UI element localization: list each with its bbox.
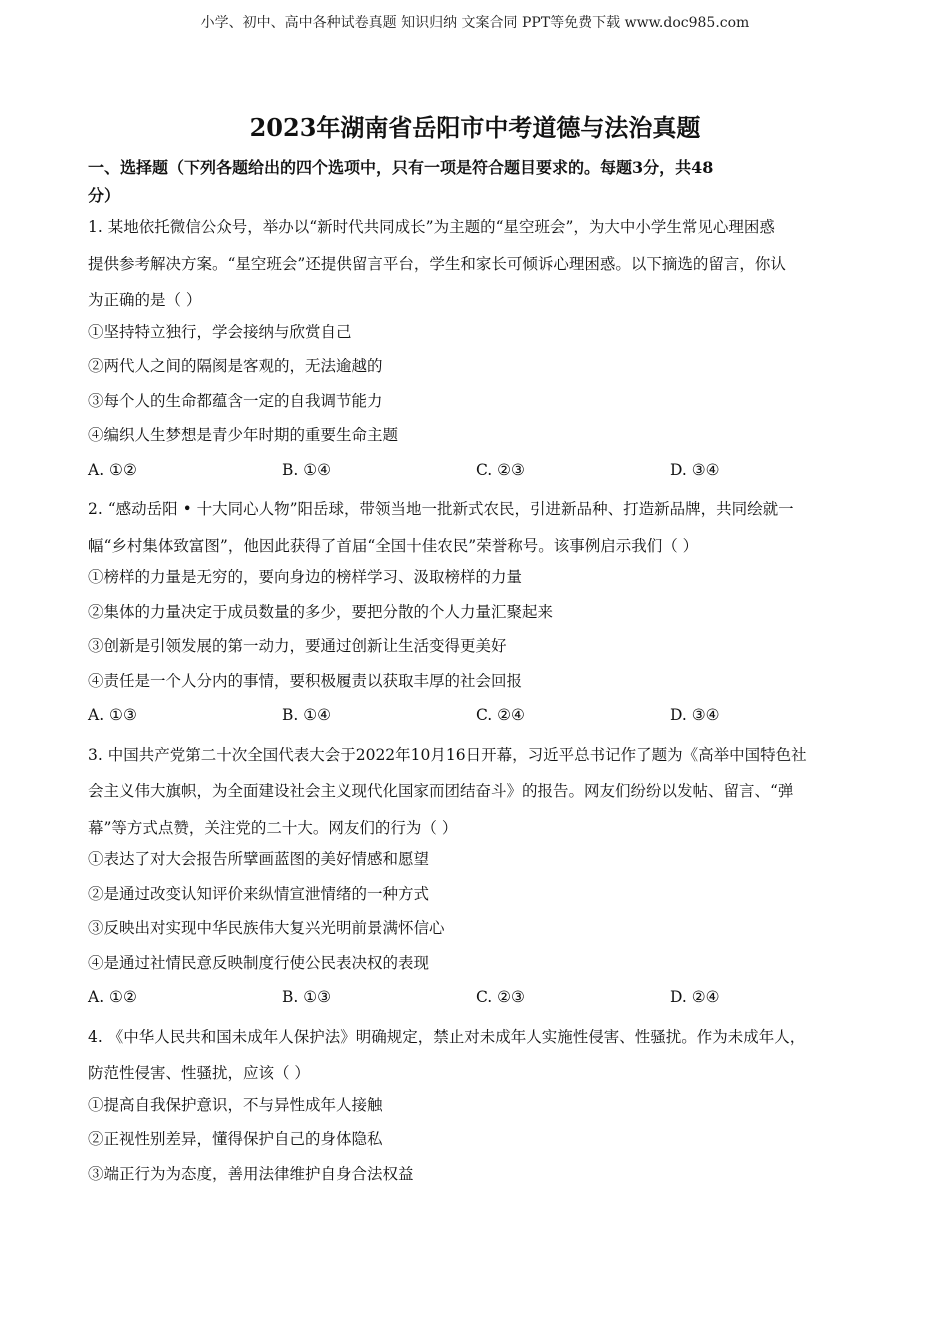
stem-line: 提供参考解决方案。“星空班会”还提供留言平台，学生和家长可倾诉心理困惑。以下摘选的留言，你认 <box>88 254 786 273</box>
option-a[interactable]: A. ①② <box>88 460 137 479</box>
statement-item: ①表达了对大会报告所擘画蓝图的美好情感和愿望 <box>88 850 430 868</box>
question-stem <box>88 1019 863 1092</box>
stem-line: 4. 《中华人民共和国未成年人保护法》明确规定，禁止对未成年人实施性侵害、性骚扰。作为未成年人， <box>88 1027 806 1046</box>
statement-item: ②正视性别差异，懂得保护自己的身体隐私 <box>88 1130 383 1148</box>
section-heading-line: 一、选择题（下列各题给出的四个选项中，只有一项是符合题目要求的。每题3分，共48 <box>88 158 714 177</box>
option-c[interactable]: C. ②③ <box>476 460 525 479</box>
answer-options <box>88 984 863 1019</box>
stem-line: 3. 中国共产党第二十次全国代表大会于2022年10月16日开幕，习近平总书记作了题为《高举中国特色社 <box>88 745 807 764</box>
statement-item: ③每个人的生命都蕴含一定的自我调节能力 <box>88 391 383 410</box>
stem-line: 幅“乡村集体致富图”，他因此获得了首届“全国十佳农民”荣誉称号。该事例启示我们（ ） <box>88 536 699 555</box>
question-list <box>88 209 863 1195</box>
option-a[interactable]: A. ①② <box>88 988 137 1006</box>
option-a[interactable]: A. ①③ <box>88 706 137 724</box>
option-b[interactable]: B. ①③ <box>282 988 332 1006</box>
stem-line: 幕”等方式点赞，关注党的二十大。网友们的行为（ ） <box>88 818 458 837</box>
statement-item: ③端正行为为态度，善用法律维护自身合法权益 <box>88 1164 414 1183</box>
stem-line: 为正确的是（ ） <box>88 291 202 309</box>
option-d[interactable]: D. ③④ <box>670 460 720 479</box>
page-title: 2023年湖南省岳阳市中考道德与法治真题 <box>249 113 701 142</box>
stem-line: 2. “感动岳阳 • 十大同心人物”阳岳球，带领当地一批新式农民，引进新品种、打造新品牌，共同绘就一 <box>88 500 794 518</box>
statement-item: ①榜样的力量是无穷的，要向身边的榜样学习、汲取榜样的力量 <box>88 568 523 586</box>
answer-options <box>88 702 863 737</box>
statement-item: ③反映出对实现中华民族伟大复兴光明前景满怀信心 <box>88 919 445 937</box>
question-stem <box>88 737 863 847</box>
option-d[interactable]: D. ②④ <box>670 988 720 1006</box>
section-heading <box>88 154 868 210</box>
site-header: 小学、初中、高中各种试卷真题 知识归纳 文案合同 PPT等免费下载 www.doc985.com <box>200 15 750 31</box>
statement-item: ①提高自我保护意识，不与异性成年人接触 <box>88 1095 383 1114</box>
question-2 <box>88 491 863 737</box>
statement-item: ④是通过社情民意反映制度行使公民表决权的表现 <box>88 953 430 972</box>
option-b[interactable]: B. ①④ <box>282 706 332 724</box>
statement-item: ④责任是一个人分内的事情，要积极履责以获取丰厚的社会回报 <box>88 671 523 690</box>
statement-item: ③创新是引领发展的第一动力，要通过创新让生活变得更美好 <box>88 637 507 655</box>
stem-line: 防范性侵害、性骚扰，应该（ ） <box>88 1064 310 1082</box>
question-1 <box>88 209 863 491</box>
option-b[interactable]: B. ①④ <box>282 460 332 479</box>
option-c[interactable]: C. ②③ <box>476 988 525 1006</box>
statement-item: ②是通过改变认知评价来纵情宣泄情绪的一种方式 <box>88 884 430 903</box>
question-3 <box>88 737 863 1019</box>
section-heading-line: 分） <box>88 186 121 205</box>
statement-item: ②集体的力量决定于成员数量的多少，要把分散的个人力量汇聚起来 <box>88 602 554 621</box>
statement-item: ①坚持特立独行，学会接纳与欣赏自己 <box>88 322 352 341</box>
option-c[interactable]: C. ②④ <box>476 706 525 724</box>
statement-item: ④编织人生梦想是青少年时期的重要生命主题 <box>88 426 399 444</box>
answer-options <box>88 457 863 492</box>
stem-line: 会主义伟大旗帜，为全面建设社会主义现代化国家而团结奋斗》的报告。网友们纷纷以发帖、留言、“弹 <box>88 782 794 800</box>
question-stem <box>88 491 863 564</box>
stem-line: 1. 某地依托微信公众号，举办以“新时代共同成长”为主题的“星空班会”，为大中小学生常见心理困惑 <box>88 218 775 236</box>
option-d[interactable]: D. ③④ <box>670 706 720 724</box>
question-4 <box>88 1019 863 1196</box>
statement-item: ②两代人之间的隔阂是客观的，无法逾越的 <box>88 357 383 375</box>
question-stem <box>88 209 863 319</box>
